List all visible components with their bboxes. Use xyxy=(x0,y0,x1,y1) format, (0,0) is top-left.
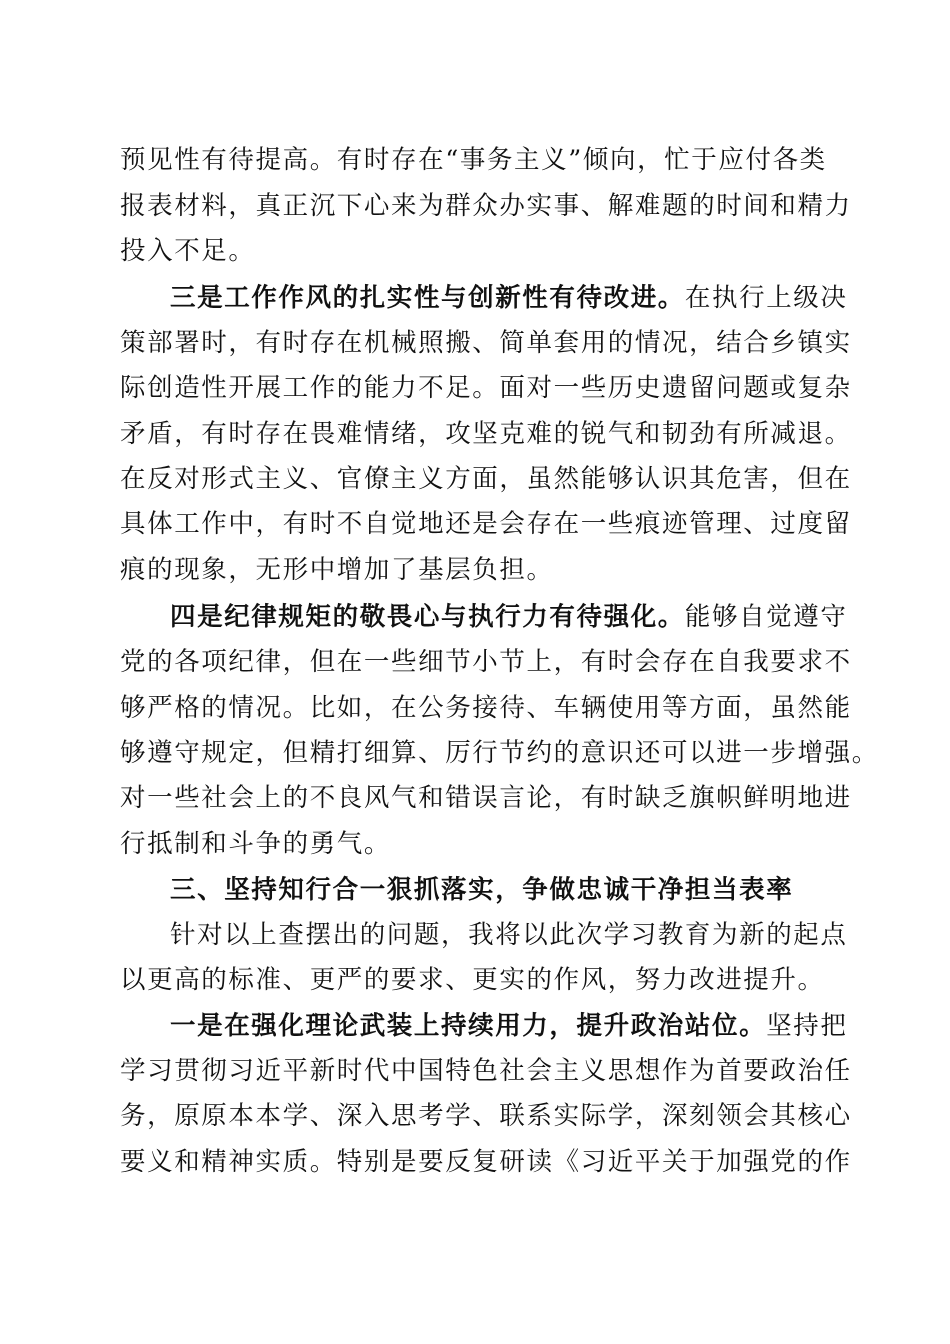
line-text: 投入不足。 xyxy=(120,236,256,266)
body-line xyxy=(120,506,852,542)
line-text: 党的各项纪律，但在一些细节小节上，有时会存在自我要求不 xyxy=(120,647,852,677)
line-text: 够严格的情况。比如，在公务接待、车辆使用等方面，虽然能 xyxy=(120,693,852,723)
paragraph-start-line xyxy=(170,280,880,316)
body-line xyxy=(120,370,852,406)
line-text: 具体工作中，有时不自觉地还是会存在一些痕迹管理、过度留 xyxy=(120,509,852,539)
line-text: 报表材料，真正沉下心来为群众办实事、解难题的时间和精力 xyxy=(120,191,852,221)
body-line xyxy=(120,1144,852,1180)
paragraph-start-line xyxy=(170,917,880,953)
body-line xyxy=(120,552,830,588)
line-text: 以更高的标准、更严的要求、更实的作风，努力改进提升。 xyxy=(120,965,825,995)
paragraph-lead: 四是纪律规矩的敬畏心与执行力有待强化。 xyxy=(170,602,685,632)
body-line xyxy=(120,1053,852,1089)
line-text: 在反对形式主义、官僚主义方面，虽然能够认识其危害，但在 xyxy=(120,464,852,494)
body-line xyxy=(120,142,830,178)
line-text: 坚持把 xyxy=(766,1011,848,1041)
paragraph-start-line xyxy=(170,1008,880,1044)
body-line xyxy=(120,644,852,680)
line-text: 务，原原本本学、深入思考学、联系实际学，深刻领会其核心 xyxy=(120,1101,852,1131)
paragraph-lead: 三是工作作风的扎实性与创新性有待改进。 xyxy=(170,283,685,313)
line-text: 要义和精神实质。特别是要反复研读《习近平关于加强党的作 xyxy=(120,1147,852,1177)
body-line xyxy=(120,233,830,269)
body-line xyxy=(120,690,852,726)
body-line xyxy=(120,962,830,998)
section-heading-text: 三、坚持知行合一狠抓落实，争做忠诚干净担当表率 xyxy=(170,875,794,905)
line-text: 够遵守规定，但精打细算、厉行节约的意识还可以进一步增强。 xyxy=(120,738,879,768)
line-text: 策部署时，有时存在机械照搬、简单套用的情况，结合乡镇实 xyxy=(120,328,852,358)
line-text: 学习贯彻习近平新时代中国特色社会主义思想作为首要政治任 xyxy=(120,1056,852,1086)
body-line xyxy=(120,780,852,816)
line-text: 行抵制和斗争的勇气。 xyxy=(120,829,392,859)
body-line xyxy=(120,826,830,862)
line-text: 际创造性开展工作的能力不足。面对一些历史遗留问题或复杂 xyxy=(120,373,852,403)
body-line xyxy=(120,461,852,497)
body-line xyxy=(120,1098,852,1134)
section-heading xyxy=(170,872,880,908)
body-line xyxy=(120,416,852,452)
line-text: 矛盾，有时存在畏难情绪，攻坚克难的锐气和韧劲有所减退。 xyxy=(120,419,852,449)
body-line xyxy=(120,325,852,361)
paragraph-start-line xyxy=(170,599,880,635)
line-text: 在执行上级决 xyxy=(684,283,848,313)
body-line xyxy=(120,188,852,224)
line-text: 痕的现象，无形中增加了基层负担。 xyxy=(120,555,554,585)
line-text: 能够自觉遵守 xyxy=(684,602,848,632)
line-text: 预见性有待提高。有时存在“事务主义”倾向，忙于应付各类 xyxy=(120,145,827,175)
line-text: 对一些社会上的不良风气和错误言论，有时缺乏旗帜鲜明地进 xyxy=(120,783,852,813)
body-line xyxy=(120,735,879,771)
line-text: 针对以上查摆出的问题，我将以此次学习教育为新的起点 xyxy=(170,920,848,950)
paragraph-lead: 一是在强化理论武装上持续用力，提升政治站位。 xyxy=(170,1011,767,1041)
